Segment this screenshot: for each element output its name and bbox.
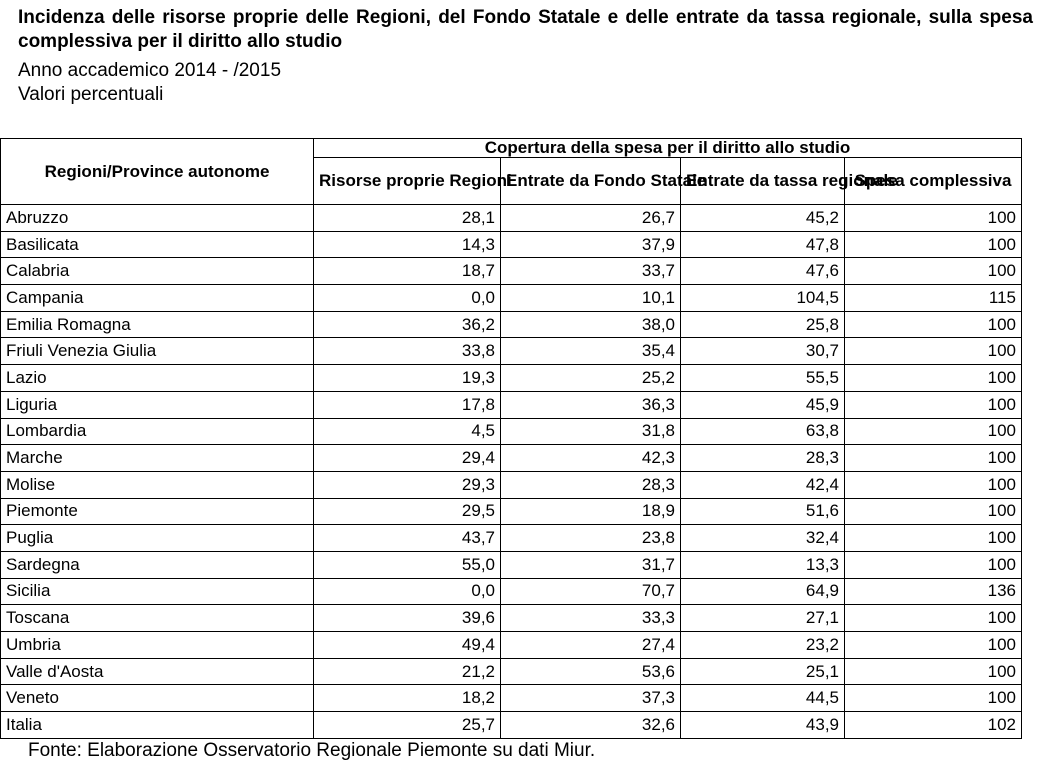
academic-year: Anno accademico 2014 - /2015 xyxy=(18,60,282,81)
value-cell: 29,5 xyxy=(314,498,501,525)
value-cell: 28,3 xyxy=(681,445,845,472)
region-column-header: Regioni/Province autonome xyxy=(1,139,314,205)
source-note: Fonte: Elaborazione Osservatorio Regionale Piemonte su dati Miur. xyxy=(28,740,596,761)
value-cell: 26,7 xyxy=(501,205,681,232)
table-row xyxy=(1,231,1022,258)
table-row xyxy=(1,498,1022,525)
group-column-header: Copertura della spesa per il diritto allo studio xyxy=(314,139,1022,158)
region-cell: Italia xyxy=(1,712,314,739)
value-cell: 39,6 xyxy=(314,605,501,632)
table-row xyxy=(1,205,1022,232)
region-cell: Puglia xyxy=(1,525,314,552)
value-cell: 43,7 xyxy=(314,525,501,552)
table-row xyxy=(1,285,1022,312)
column-header: Entrate da tassa regionale xyxy=(681,158,845,205)
value-cell: 27,1 xyxy=(681,605,845,632)
value-cell: 49,4 xyxy=(314,632,501,659)
value-cell: 115 xyxy=(845,285,1022,312)
value-cell: 18,2 xyxy=(314,685,501,712)
value-cell: 43,9 xyxy=(681,712,845,739)
value-cell: 100 xyxy=(845,658,1022,685)
region-cell: Campania xyxy=(1,285,314,312)
region-cell: Umbria xyxy=(1,632,314,659)
value-cell: 45,2 xyxy=(681,205,845,232)
table-row xyxy=(1,311,1022,338)
value-cell: 31,8 xyxy=(501,418,681,445)
value-cell: 100 xyxy=(845,391,1022,418)
table-row xyxy=(1,605,1022,632)
value-cell: 25,7 xyxy=(314,712,501,739)
value-units: Valori percentuali xyxy=(18,84,164,105)
value-cell: 4,5 xyxy=(314,418,501,445)
value-cell: 27,4 xyxy=(501,632,681,659)
value-cell: 29,3 xyxy=(314,471,501,498)
value-cell: 21,2 xyxy=(314,658,501,685)
value-cell: 25,1 xyxy=(681,658,845,685)
value-cell: 38,0 xyxy=(501,311,681,338)
table-title: Incidenza delle risorse proprie delle Regioni, del Fondo Statale e delle entrate da tassa regionale, sulla spesa complessiva per il diritto allo studio xyxy=(18,7,1033,52)
value-cell: 19,3 xyxy=(314,365,501,392)
region-cell: Marche xyxy=(1,445,314,472)
value-cell: 10,1 xyxy=(501,285,681,312)
table-row xyxy=(1,578,1022,605)
value-cell: 37,3 xyxy=(501,685,681,712)
value-cell: 100 xyxy=(845,205,1022,232)
value-cell: 100 xyxy=(845,365,1022,392)
value-cell: 100 xyxy=(845,418,1022,445)
value-cell: 100 xyxy=(845,471,1022,498)
region-cell: Lombardia xyxy=(1,418,314,445)
region-cell: Sardegna xyxy=(1,551,314,578)
value-cell: 29,4 xyxy=(314,445,501,472)
value-cell: 55,0 xyxy=(314,551,501,578)
value-cell: 37,9 xyxy=(501,231,681,258)
value-cell: 63,8 xyxy=(681,418,845,445)
region-cell: Toscana xyxy=(1,605,314,632)
region-cell: Emilia Romagna xyxy=(1,311,314,338)
value-cell: 18,7 xyxy=(314,258,501,285)
value-cell: 33,3 xyxy=(501,605,681,632)
value-cell: 55,5 xyxy=(681,365,845,392)
region-cell: Friuli Venezia Giulia xyxy=(1,338,314,365)
value-cell: 31,7 xyxy=(501,551,681,578)
value-cell: 100 xyxy=(845,551,1022,578)
value-cell: 100 xyxy=(845,258,1022,285)
value-cell: 100 xyxy=(845,311,1022,338)
region-cell: Valle d'Aosta xyxy=(1,658,314,685)
table-row xyxy=(1,632,1022,659)
column-header: Risorse proprie Regioni xyxy=(314,158,501,205)
value-cell: 100 xyxy=(845,605,1022,632)
value-cell: 100 xyxy=(845,231,1022,258)
value-cell: 51,6 xyxy=(681,498,845,525)
value-cell: 13,3 xyxy=(681,551,845,578)
value-cell: 102 xyxy=(845,712,1022,739)
data-table xyxy=(0,138,1022,739)
table-row xyxy=(1,525,1022,552)
value-cell: 33,7 xyxy=(501,258,681,285)
value-cell: 35,4 xyxy=(501,338,681,365)
column-header: Entrate da Fondo Statale xyxy=(501,158,681,205)
table-row xyxy=(1,445,1022,472)
value-cell: 14,3 xyxy=(314,231,501,258)
value-cell: 100 xyxy=(845,632,1022,659)
value-cell: 25,2 xyxy=(501,365,681,392)
value-cell: 47,8 xyxy=(681,231,845,258)
table-body xyxy=(1,205,1022,739)
value-cell: 104,5 xyxy=(681,285,845,312)
table-row xyxy=(1,338,1022,365)
region-cell: Calabria xyxy=(1,258,314,285)
region-cell: Abruzzo xyxy=(1,205,314,232)
value-cell: 100 xyxy=(845,498,1022,525)
column-header: Spesa complessiva xyxy=(845,158,1022,205)
value-cell: 42,3 xyxy=(501,445,681,472)
value-cell: 30,7 xyxy=(681,338,845,365)
value-cell: 33,8 xyxy=(314,338,501,365)
table-row xyxy=(1,365,1022,392)
value-cell: 32,4 xyxy=(681,525,845,552)
value-cell: 100 xyxy=(845,338,1022,365)
table-row xyxy=(1,551,1022,578)
value-cell: 64,9 xyxy=(681,578,845,605)
value-cell: 100 xyxy=(845,685,1022,712)
value-cell: 36,2 xyxy=(314,311,501,338)
value-cell: 53,6 xyxy=(501,658,681,685)
region-cell: Basilicata xyxy=(1,231,314,258)
value-cell: 25,8 xyxy=(681,311,845,338)
table-row xyxy=(1,712,1022,739)
table-row xyxy=(1,391,1022,418)
value-cell: 0,0 xyxy=(314,285,501,312)
region-cell: Piemonte xyxy=(1,498,314,525)
value-cell: 23,2 xyxy=(681,632,845,659)
value-cell: 47,6 xyxy=(681,258,845,285)
value-cell: 42,4 xyxy=(681,471,845,498)
value-cell: 100 xyxy=(845,445,1022,472)
table-row xyxy=(1,258,1022,285)
value-cell: 45,9 xyxy=(681,391,845,418)
region-cell: Molise xyxy=(1,471,314,498)
value-cell: 32,6 xyxy=(501,712,681,739)
region-cell: Veneto xyxy=(1,685,314,712)
region-cell: Lazio xyxy=(1,365,314,392)
value-cell: 36,3 xyxy=(501,391,681,418)
value-cell: 70,7 xyxy=(501,578,681,605)
value-cell: 44,5 xyxy=(681,685,845,712)
value-cell: 28,3 xyxy=(501,471,681,498)
value-cell: 18,9 xyxy=(501,498,681,525)
value-cell: 100 xyxy=(845,525,1022,552)
table-row xyxy=(1,658,1022,685)
value-cell: 23,8 xyxy=(501,525,681,552)
value-cell: 136 xyxy=(845,578,1022,605)
table-row xyxy=(1,685,1022,712)
table-row xyxy=(1,418,1022,445)
table-row xyxy=(1,471,1022,498)
value-cell: 0,0 xyxy=(314,578,501,605)
region-cell: Sicilia xyxy=(1,578,314,605)
region-cell: Liguria xyxy=(1,391,314,418)
value-cell: 17,8 xyxy=(314,391,501,418)
value-cell: 28,1 xyxy=(314,205,501,232)
